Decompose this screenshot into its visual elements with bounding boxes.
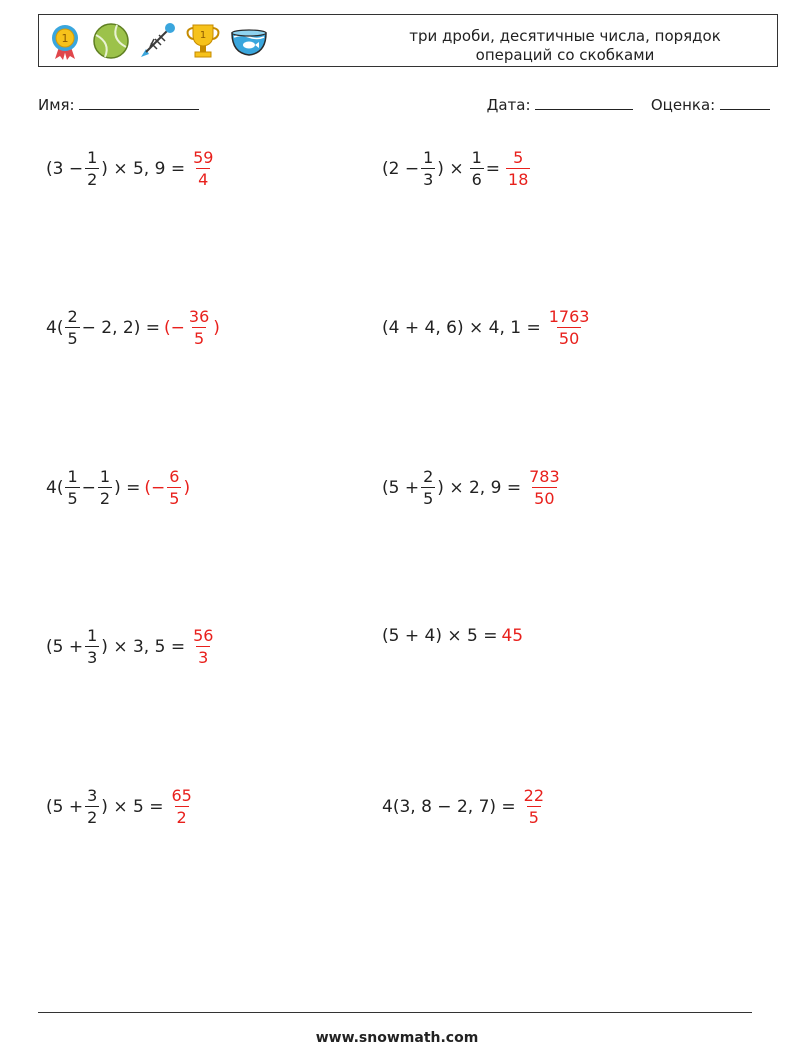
footer-divider: [38, 1012, 752, 1013]
problem-9: [46, 786, 196, 827]
svg-text:1: 1: [61, 32, 69, 45]
expr-text: (5 +: [46, 636, 84, 657]
problem-5: [46, 467, 190, 508]
fraction: $\frac{1}{6}$: [471, 148, 482, 189]
answer: $\frac{1763}{50}$: [548, 307, 590, 348]
medal-icon: [45, 21, 85, 61]
expr-text: 4(: [46, 477, 64, 498]
trophy-icon: [183, 21, 223, 61]
fishbowl-icon: [229, 21, 269, 61]
fraction: $\frac{2}{5}$: [67, 307, 78, 348]
answer: $\frac{65}{2}$: [171, 786, 192, 827]
expr-text: ) × 2, 9 =: [437, 477, 522, 498]
tennis-ball-icon: [91, 21, 131, 61]
grade-label: Оценка:: [650, 96, 716, 114]
fraction: $\frac{1}{3}$: [423, 148, 434, 189]
expr-text: ) =: [114, 477, 141, 498]
name-label: Имя:: [38, 96, 75, 114]
date-blank[interactable]: [535, 94, 633, 110]
expr-text: (5 +: [382, 477, 420, 498]
date-grade-field: [487, 94, 770, 114]
expr-text: (4 + 4, 6) × 4, 1 =: [382, 317, 541, 338]
title-line-1: три дроби, десятичные числа, порядок: [409, 27, 721, 45]
fraction: $\frac{1}{2}$: [99, 467, 111, 508]
answer: (− $\frac{36}{5}$ ): [164, 307, 220, 348]
fraction: $\frac{1}{5}$: [67, 467, 78, 508]
problem-8: [382, 626, 523, 646]
answer: $\frac{783}{50}$: [529, 467, 560, 508]
expr-text: (2 −: [382, 158, 420, 179]
problem-6: [382, 467, 564, 508]
expr-text: (5 +: [46, 796, 84, 817]
answer: $\frac{59}{4}$: [193, 148, 214, 189]
expr-text: ) × 5 =: [101, 796, 164, 817]
expr-text: − 2, 2) =: [81, 317, 161, 338]
grade-blank[interactable]: [720, 94, 770, 110]
header-box: [38, 14, 778, 67]
expr-text: ) × 5, 9 =: [101, 158, 186, 179]
fraction: $\frac{2}{5}$: [423, 467, 434, 508]
name-field: [38, 94, 199, 114]
problem-10: [382, 786, 548, 827]
answer: $\frac{56}{3}$: [193, 626, 214, 667]
problem-2: [382, 148, 532, 189]
title-line-2: операций со скобками: [475, 46, 655, 64]
fraction: $\frac{3}{2}$: [87, 786, 98, 827]
expr-text: =: [485, 158, 501, 179]
header-icons: [45, 21, 269, 61]
expr-text: 4(3, 8 − 2, 7) =: [382, 796, 516, 817]
answer: $\frac{22}{5}$: [523, 786, 545, 827]
fraction: $\frac{1}{2}$: [87, 148, 98, 189]
expr-text: (3 −: [46, 158, 84, 179]
expr-text: 4(: [46, 317, 64, 338]
expr-text: ) × 3, 5 =: [101, 636, 186, 657]
answer: (− $\frac{6}{5}$ ): [144, 467, 191, 508]
problem-7: [46, 626, 217, 667]
fish-skeleton-icon: [137, 21, 177, 61]
expr-text: ) ×: [437, 158, 464, 179]
expr-text: −: [81, 477, 96, 498]
problem-4: [382, 307, 593, 348]
page-title: [375, 27, 755, 65]
fraction: $\frac{1}{3}$: [87, 626, 98, 667]
answer: 45: [501, 626, 524, 646]
svg-text:1: 1: [199, 30, 207, 41]
name-blank[interactable]: [79, 94, 199, 110]
answer: $\frac{5}{18}$: [508, 148, 529, 189]
problem-1: [46, 148, 217, 189]
footer-url[interactable]: www.snowmath.com: [315, 1030, 479, 1046]
expr-text: (5 + 4) × 5 =: [382, 626, 498, 646]
problem-3: [46, 307, 220, 348]
date-label: Дата:: [486, 96, 531, 114]
